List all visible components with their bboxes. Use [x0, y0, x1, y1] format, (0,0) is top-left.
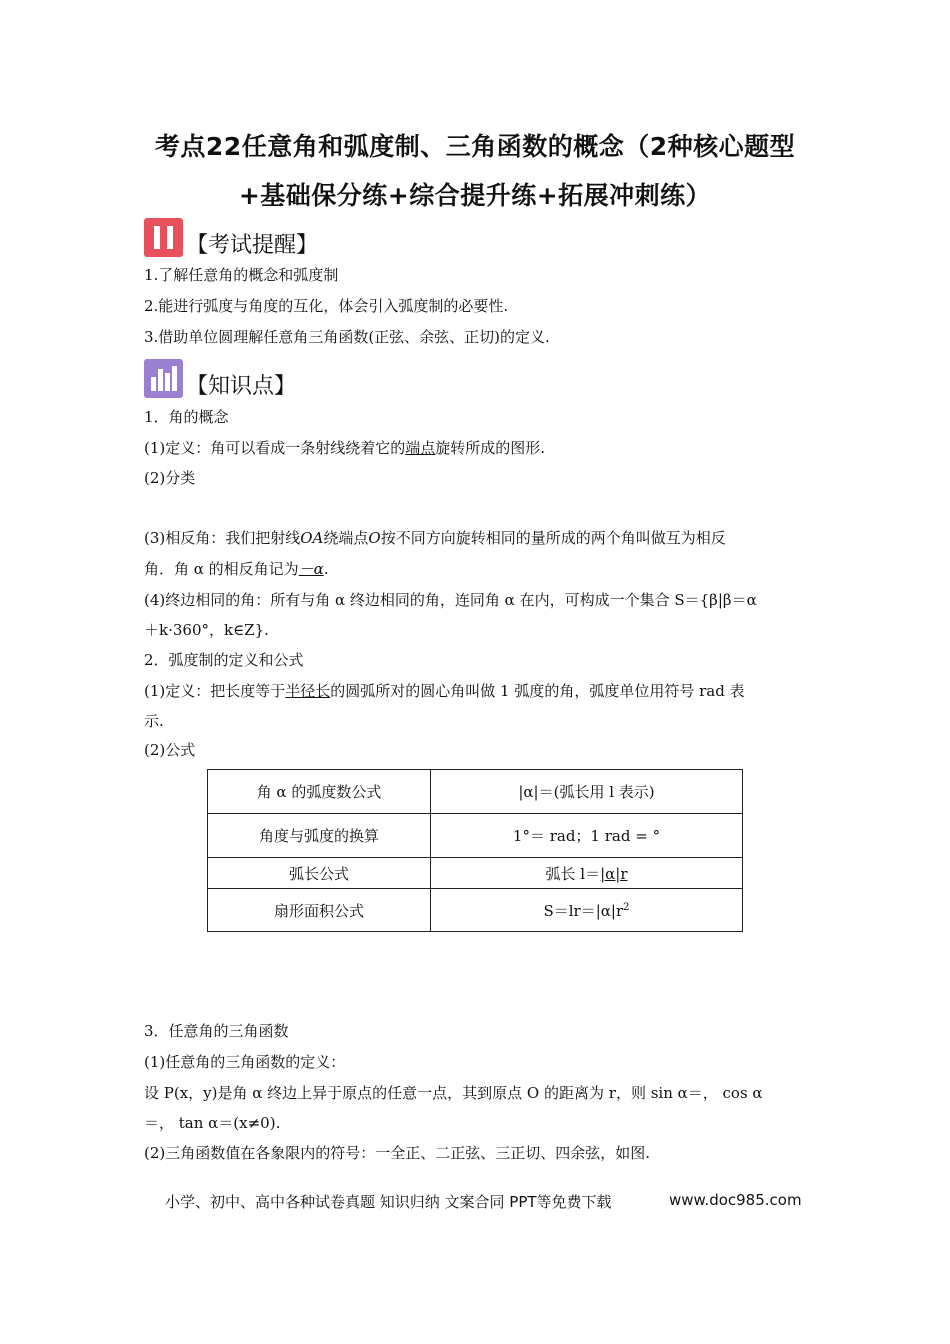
trig-signs: (2)三角函数值在各象限内的符号：一全正、二正弦、三正切、四余弦，如图. [144, 1144, 651, 1162]
table-cell: $S=lr=|\alpha|r^2$ [431, 889, 743, 932]
table-cell: 弧长公式 [208, 858, 431, 889]
opposite-angle-line2: 角．角 α 的相反角记为－α. [144, 560, 329, 578]
page-title-line2: +基础保分练+综合提升练+拓展冲刺练） [238, 181, 712, 210]
heading-angle-concept: 1．角的概念 [144, 408, 229, 426]
footer [165, 1191, 802, 1212]
bar-chart-icon [144, 359, 183, 398]
table-row [208, 889, 743, 932]
exam-item: 2.能进行弧度与角度的互化，体会引入弧度制的必要性. [144, 297, 509, 315]
footer-url[interactable]: www.doc985.com [669, 1191, 802, 1209]
table-cell: 扇形面积公式 [208, 889, 431, 932]
angle-classification: (2)分类 [144, 469, 196, 487]
table-row [208, 814, 743, 858]
page-title-line1: 考点22任意角和弧度制、三角函数的概念（2种核心题型 [154, 132, 796, 161]
trig-definition: (1)任意角的三角函数的定义： [144, 1053, 346, 1071]
table-cell: 角度与弧度的换算 [208, 814, 431, 858]
section-label: 【知识点】 [186, 374, 297, 399]
terminal-side-line2: ＋k·360°，k∈Z}. [144, 621, 269, 639]
table-cell: 弧长 l＝|α|r [431, 858, 743, 889]
angle-definition: (1)定义：角可以看成一条射线绕着它的端点旋转所成的图形. [144, 439, 546, 457]
formula-heading: (2)公式 [144, 741, 196, 759]
heading-trig-functions: 3．任意角的三角函数 [144, 1022, 289, 1040]
footer-text: 小学、初中、高中各种试卷真题 知识归纳 文案合同 PPT等免费下载 [165, 1193, 612, 1211]
table-cell: 角 α 的弧度数公式 [208, 770, 431, 814]
trig-definition-line1: 设 P(x，y)是角 α 终边上异于原点的任意一点，其到原点 O 的距离为 r，则 sin α＝， cos α [144, 1084, 763, 1102]
table-row [208, 858, 743, 889]
opposite-angle-line1: (3)相反角：我们把射线OA绕端点O按不同方向旋转相同的量所成的两个角叫做互为相反 [144, 529, 726, 547]
exam-item: 1.了解任意角的概念和弧度制 [144, 266, 339, 284]
section-label: 【考试提醒】 [186, 233, 319, 258]
pause-bars-icon [144, 218, 183, 257]
terminal-side-line1: (4)终边相同的角：所有与角 α 终边相同的角，连同角 α 在内，可构成一个集合 S＝{β|β＝α [144, 591, 757, 609]
table-cell: 1°＝ rad；1 rad = ° [431, 814, 743, 858]
radian-formula-table [207, 769, 743, 932]
table-cell: |α|＝(弧长用 l 表示) [431, 770, 743, 814]
heading-radian: 2．弧度制的定义和公式 [144, 651, 304, 669]
radian-definition: (1)定义：把长度等于半径长的圆弧所对的圆心角叫做 1 弧度的角，弧度单位用符号 rad 表 [144, 682, 745, 700]
exam-item: 3.借助单位圆理解任意角三角函数(正弦、余弦、正切)的定义. [144, 328, 550, 346]
radian-definition-cont: 示. [144, 712, 164, 730]
table-row [208, 770, 743, 814]
trig-definition-line2: ＝， tan α＝(x≠0). [144, 1114, 281, 1132]
